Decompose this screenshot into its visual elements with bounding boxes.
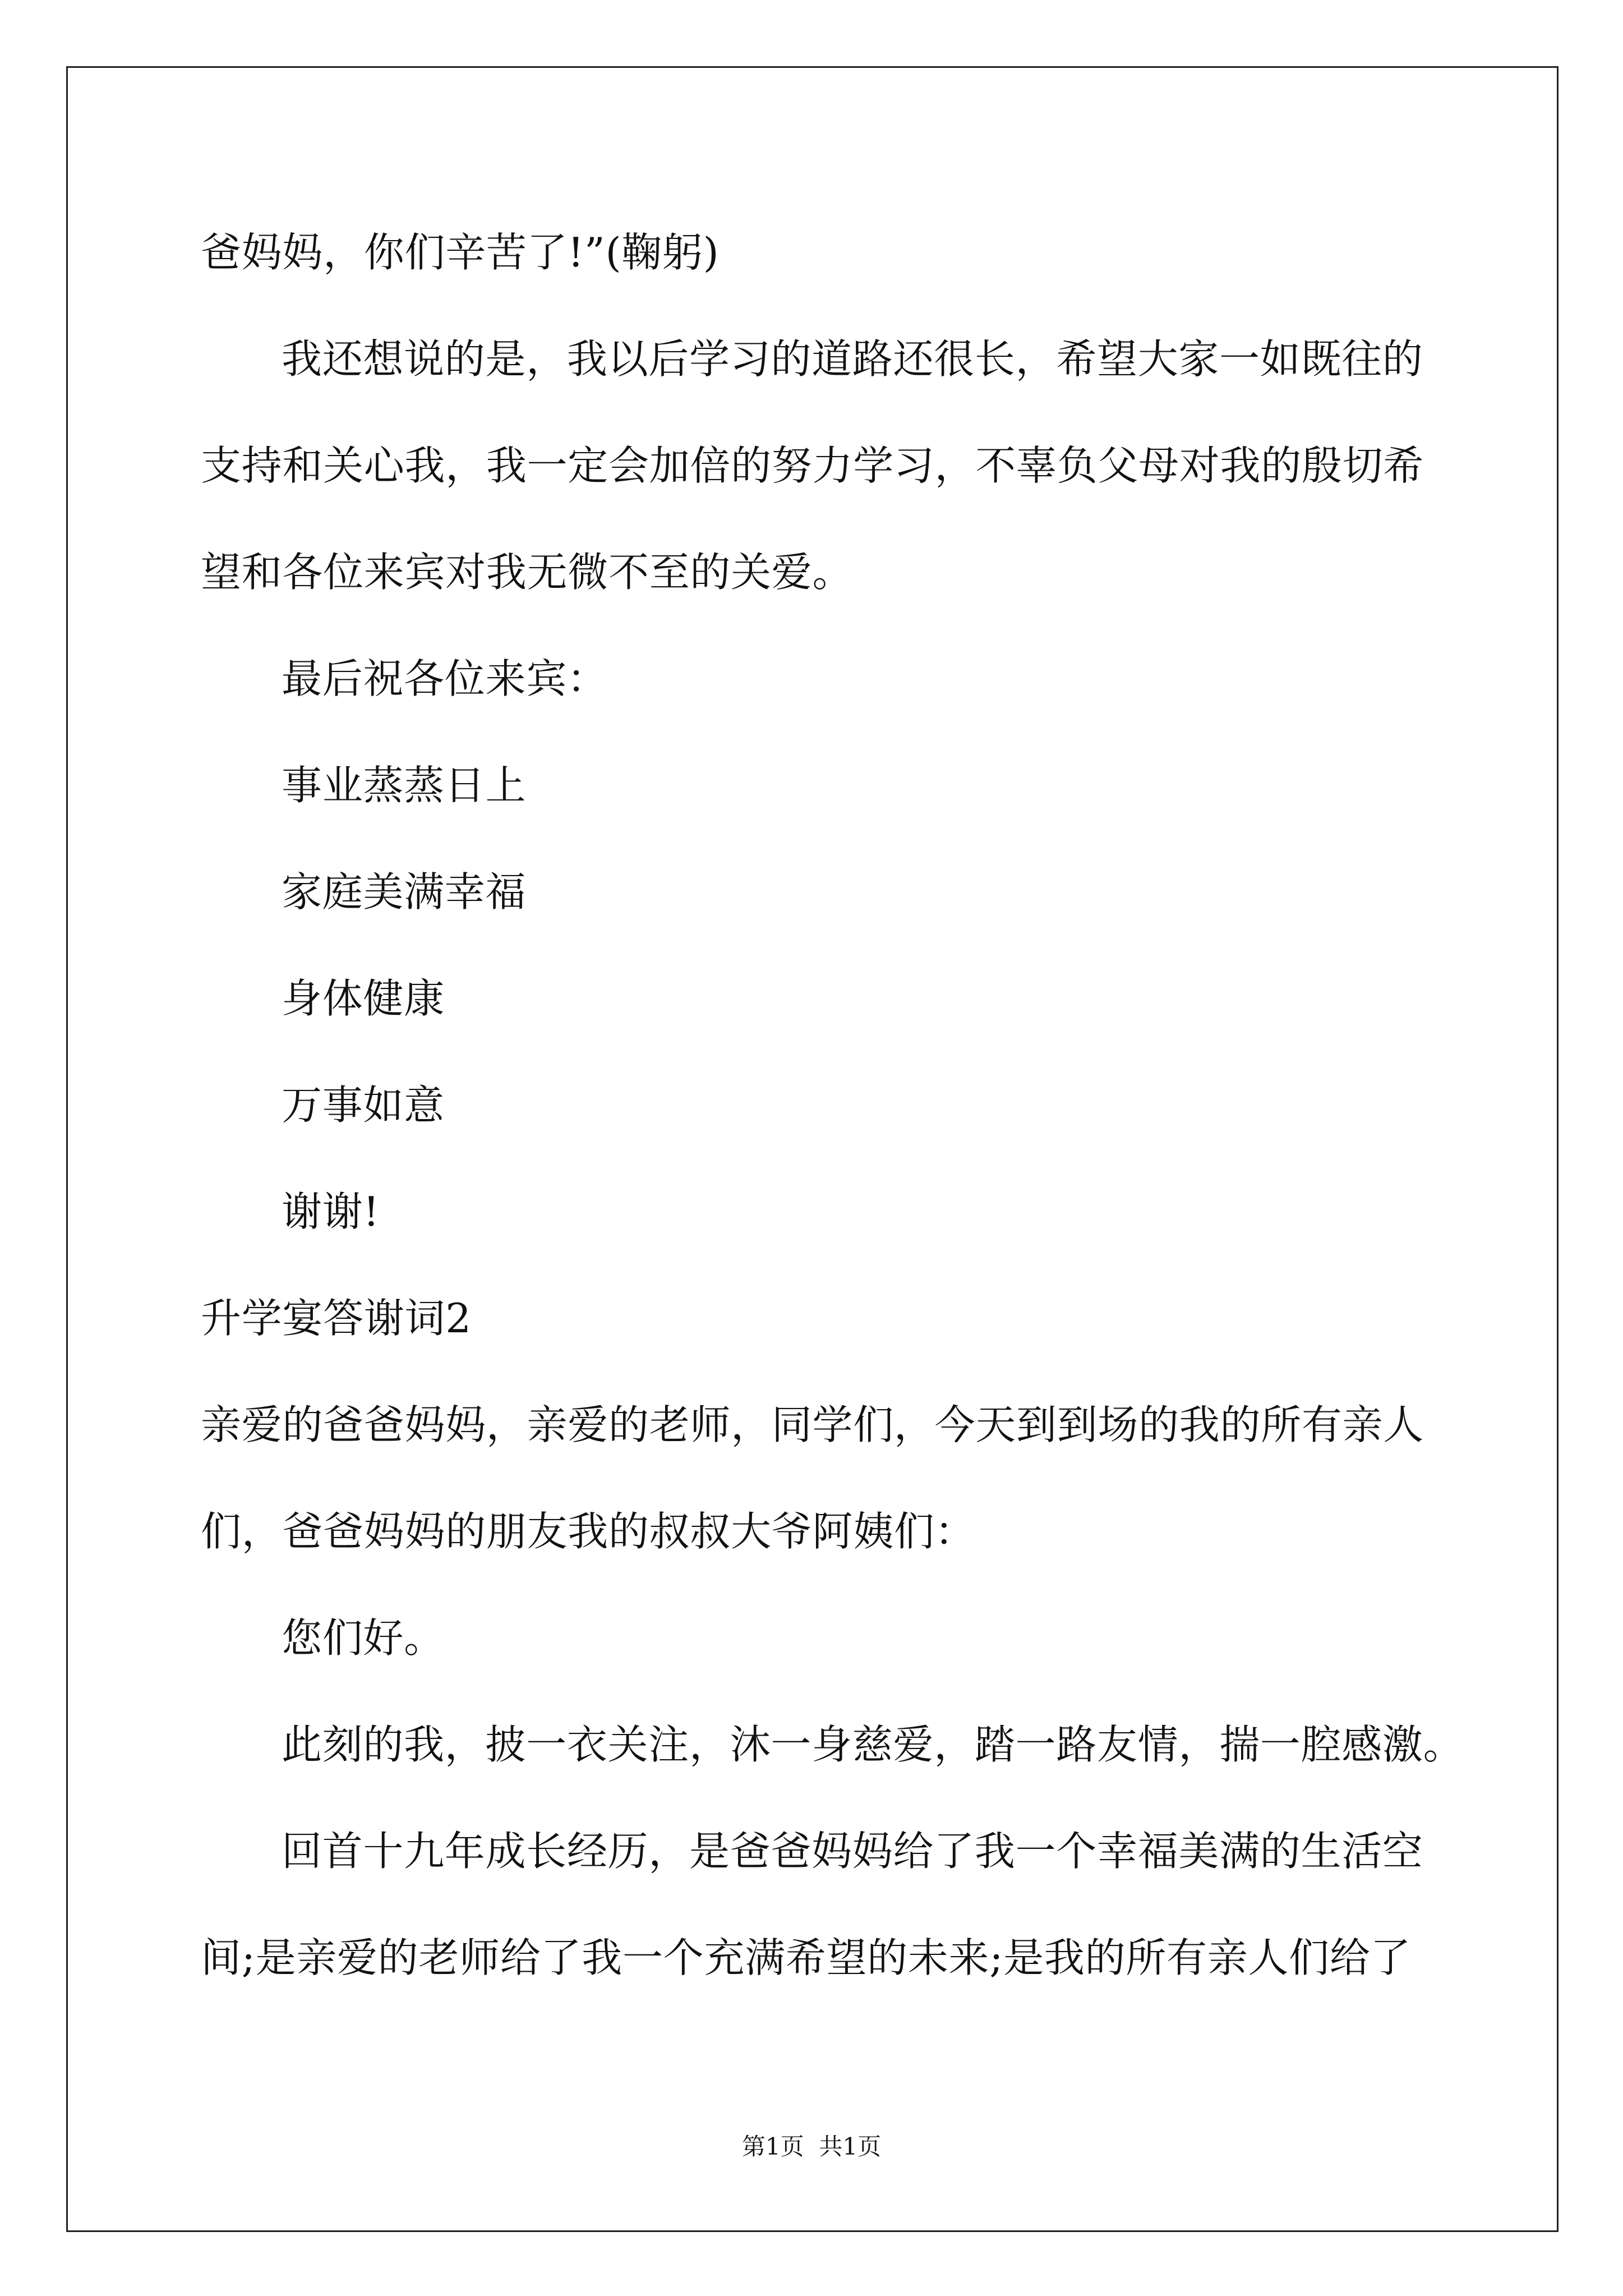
wish-line: 事业蒸蒸日上: [282, 762, 527, 809]
body-line: 亲爱的爸爸妈妈，亲爱的老师，同学们，今天到到场的我的所有亲人: [201, 1401, 1424, 1448]
body-line: 我还想说的是，我以后学习的道路还很长，希望大家一如既往的: [282, 335, 1423, 383]
page-number-footer: 第1页 共1页: [741, 2133, 882, 2160]
wish-line: 万事如意: [282, 1082, 445, 1129]
body-line: 谢谢!: [282, 1188, 380, 1235]
body-line: 此刻的我，披一衣关注，沐一身慈爱，踏一路友情，揣一腔感激。: [282, 1721, 1464, 1768]
body-line: 支持和关心我，我一定会加倍的努力学习，不辜负父母对我的殷切希: [201, 442, 1424, 489]
wish-line: 家庭美满幸福: [282, 868, 527, 915]
body-line: 回首十九年成长经历，是爸爸妈妈给了我一个幸福美满的生活空: [282, 1828, 1423, 1875]
body-line: 望和各位来宾对我无微不至的关爱。: [201, 549, 854, 596]
section-heading: 升学宴答谢词2: [201, 1295, 472, 1342]
document-body: [201, 199, 1536, 2011]
wish-line: 身体健康: [282, 975, 445, 1022]
body-line: 们，爸爸妈妈的朋友我的叔叔大爷阿姨们：: [201, 1508, 976, 1555]
body-line: 最后祝各位来宾：: [282, 655, 608, 702]
body-line: 爸妈妈，你们辛苦了!”(鞠躬): [201, 229, 720, 276]
body-line: 间;是亲爱的老师给了我一个充满希望的未来;是我的所有亲人们给了: [201, 1934, 1412, 1981]
body-line: 您们好。: [282, 1614, 445, 1662]
